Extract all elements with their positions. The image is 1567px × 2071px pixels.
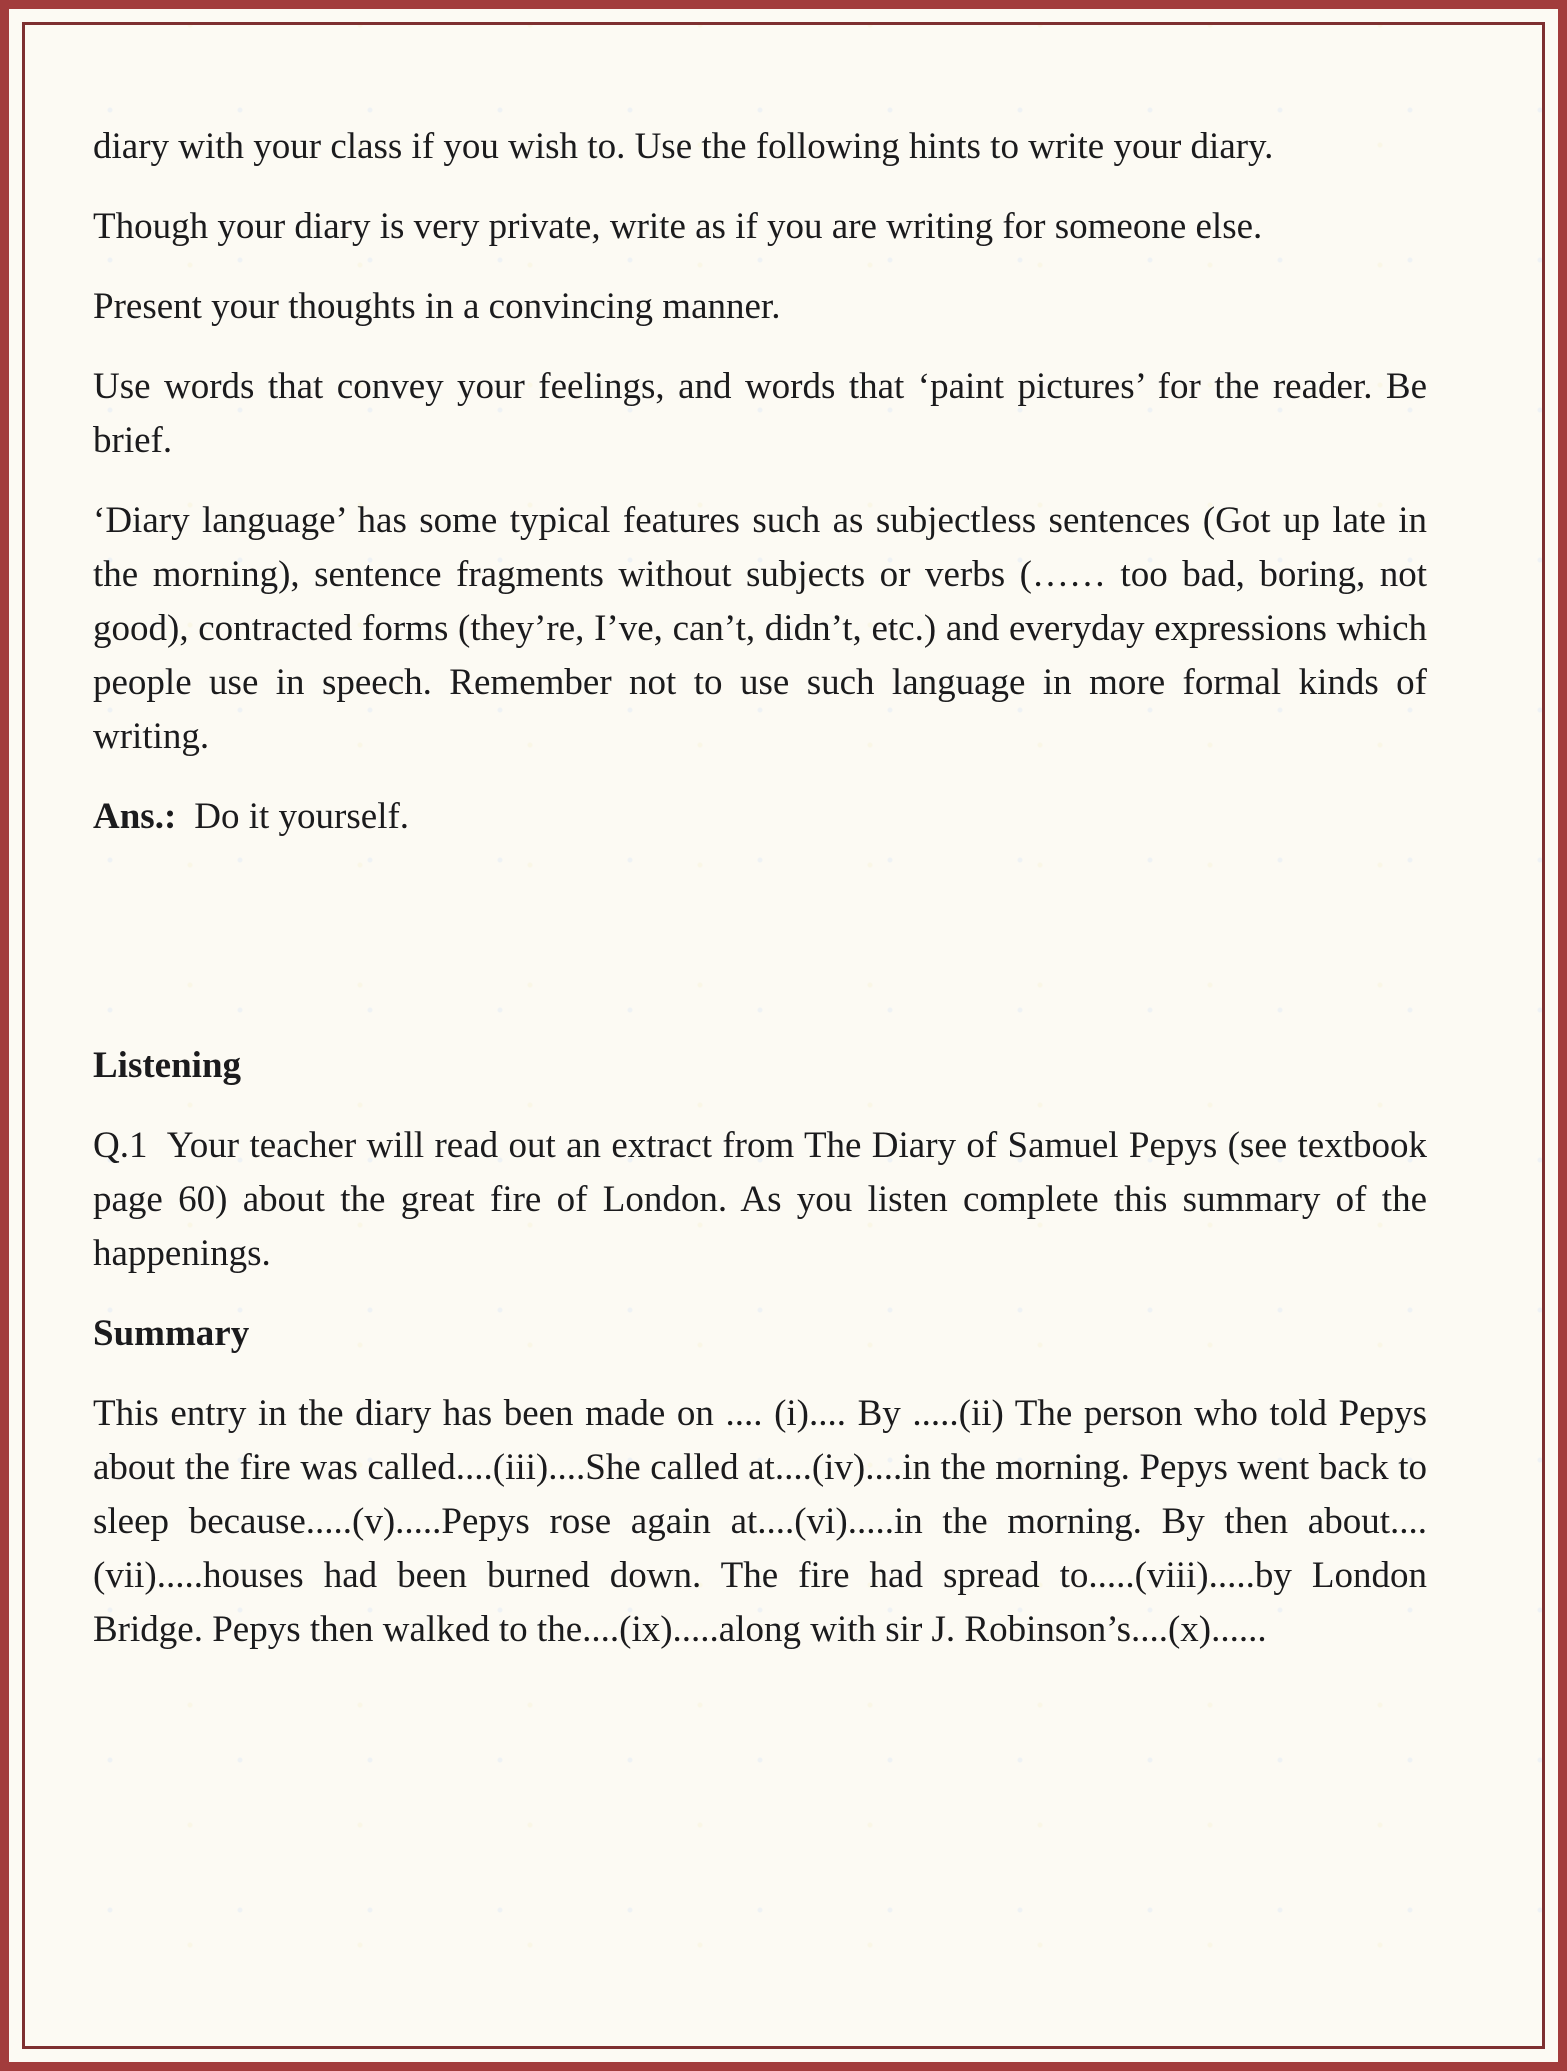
- intro-paragraph-3: Present your thoughts in a convincing manner.: [93, 286, 781, 327]
- answer-text: Do it yourself.: [194, 796, 410, 837]
- intro-paragraph-4: Use words that convey your feelings, and words that ‘paint pictures’ for the reader. Be brief.: [93, 366, 1427, 461]
- answer-label: Ans.:: [93, 796, 177, 837]
- summary-heading: Summary: [93, 1313, 250, 1354]
- intro-paragraph-5: ‘Diary language’ has some typical features such as subjectless sentences (Got up late in the morning), sentence fragments without subjects or verbs (…… too bad, boring, not good), contracted forms (they’re, I’ve, can’t, didn’t, etc.) and everyday expressions which people use in speech. Remember not to use such language in more formal kinds of writing.: [93, 500, 1427, 757]
- intro-paragraph-2: Though your diary is very private, write as if you are writing for someone else.: [93, 206, 1263, 247]
- question-1-paragraph: Q.1 Your teacher will read out an extract from The Diary of Samuel Pepys (see textbook page 60) about the great fire of London. As you listen complete this summary of the happenings.: [93, 1125, 1427, 1274]
- page-inner-frame: [22, 22, 1545, 2049]
- summary-paragraph: This entry in the diary has been made on .... (i).... By .....(ii) The person who told Pepys about the fire was called....(iii)....She called at....(iv)....in the morning. Pepys went back to sleep because.....(v).....Pepys rose again at....(vi).....in the morning. By then about....(vii).....houses had been burned down. The fire had spread to.....(viii).....by London Bridge. Pepys then walked to the....(ix).....along with sir J. Robinson’s....(x)......: [93, 1393, 1427, 1650]
- listening-heading: Listening: [93, 1045, 242, 1086]
- answer-line: [93, 790, 1427, 844]
- intro-paragraph-1: diary with your class if you wish to. Use the following hints to write your diary.: [93, 126, 1274, 167]
